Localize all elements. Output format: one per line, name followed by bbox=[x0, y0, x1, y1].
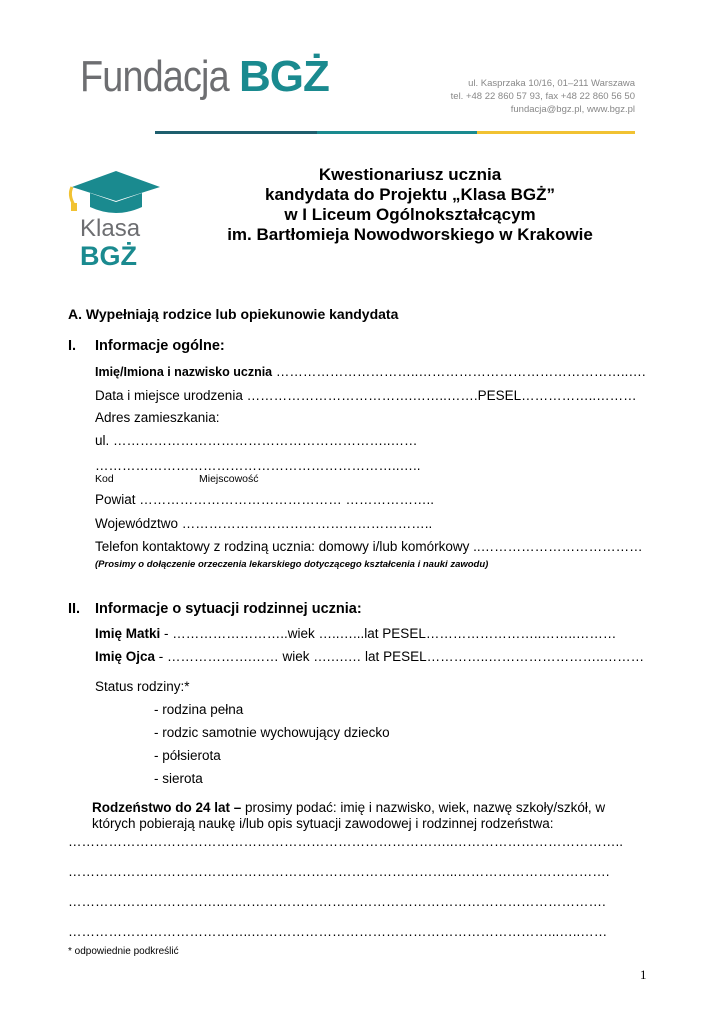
student-name-field[interactable]: …………………………..………………………………………..…. bbox=[275, 364, 646, 379]
section-1-heading: Informacje ogólne: bbox=[95, 338, 225, 354]
section-2-number: II. bbox=[68, 601, 81, 617]
postcode-city-field[interactable]: …………………………………………………………..….. bbox=[95, 458, 421, 473]
postcode-caption: Kod bbox=[95, 473, 114, 485]
phone-field[interactable]: Telefon kontaktowy z rodziną ucznia: domowy i/lub komórkowy ..……………………………… bbox=[95, 539, 643, 554]
siblings-prompt-line2: których pobierają naukę i/lub opis sytuacji zawodowej i rodzinnej rodzeństwa: bbox=[92, 816, 554, 831]
mother-row bbox=[95, 626, 616, 641]
header-rule-yellow bbox=[477, 131, 635, 134]
section-a-heading: A. Wypełniają rodzice lub opiekunowie kandydata bbox=[68, 306, 399, 322]
mother-field[interactable]: - ……………………..wiek …..…...lat PESEL……………………..……..……… bbox=[160, 626, 617, 641]
street-field[interactable]: ul. ……………………………………………………..…… bbox=[95, 433, 418, 448]
status-option-orphan[interactable]: - sierota bbox=[154, 771, 203, 786]
student-name-row bbox=[95, 364, 646, 379]
city-caption: Miejscowość bbox=[199, 473, 259, 485]
siblings-answer-line[interactable]: …………………………………..…………………………………………………………...…..…… bbox=[68, 924, 608, 939]
fundacja-bgz-logo bbox=[80, 52, 329, 102]
header-rule-teal bbox=[317, 131, 477, 134]
section-1-number: I. bbox=[68, 338, 77, 354]
siblings-answer-line[interactable]: …………………………………………………………………………..……………………………….. bbox=[68, 834, 624, 849]
father-field[interactable]: - ……………….…… wiek ….….… lat PESEL…………..……………………..……… bbox=[155, 649, 645, 664]
siblings-prompt-line1 bbox=[92, 800, 605, 815]
birth-pesel-field[interactable]: Data i miejsce urodzenia ……………………………….……..…….PESEL……………..……… bbox=[95, 388, 637, 403]
logo-word-fundacja: Fundacja bbox=[80, 52, 229, 101]
address-line: ul. Kasprzaka 10/16, 01–211 Warszawa bbox=[468, 78, 635, 89]
siblings-answer-line[interactable]: …………………………………………………………………………...……………………………. bbox=[68, 864, 610, 879]
family-status-label: Status rodziny:* bbox=[95, 679, 190, 694]
foundation-address bbox=[451, 77, 635, 116]
bgz-word: BGŻ bbox=[80, 241, 137, 271]
header-rule-dark bbox=[155, 131, 317, 134]
district-field[interactable]: Powiat ……………………………………… ……………….. bbox=[95, 492, 435, 507]
title-line: im. Bartłomieja Nowodworskiego w Krakowie bbox=[227, 225, 593, 244]
page-number: 1 bbox=[640, 967, 647, 982]
footnote: * odpowiednie podkreślić bbox=[68, 946, 179, 957]
document-title bbox=[170, 165, 650, 245]
klasa-word: Klasa bbox=[80, 215, 141, 242]
address-line: tel. +48 22 860 57 93, fax +48 22 860 56 50 bbox=[450, 91, 635, 102]
status-option-single-parent[interactable]: - rodzic samotnie wychowujący dziecko bbox=[154, 725, 390, 740]
section-2-heading: Informacje o sytuacji rodzinnej ucznia: bbox=[95, 601, 362, 617]
medical-note: (Prosimy o dołączenie orzeczenia lekarskiego dotyczącego kształcenia i nauki zawodu) bbox=[95, 559, 489, 570]
status-option-full-family[interactable]: - rodzina pełna bbox=[154, 702, 244, 717]
address-line: fundacja@bgz.pl, www.bgz.pl bbox=[510, 104, 635, 115]
klasa-bgz-logo bbox=[64, 165, 168, 275]
siblings-label: Rodzeństwo do 24 lat – bbox=[92, 800, 242, 815]
title-line: Kwestionariusz ucznia bbox=[318, 165, 502, 184]
status-option-half-orphan[interactable]: - półsierota bbox=[154, 748, 221, 763]
student-name-label: Imię/Imiona i nazwisko ucznia bbox=[95, 365, 273, 379]
father-row bbox=[95, 649, 644, 664]
father-label: Imię Ojca bbox=[95, 649, 156, 664]
mother-label: Imię Matki bbox=[95, 626, 161, 641]
title-line: kandydata do Projektu „Klasa BGŻ” bbox=[264, 185, 555, 204]
siblings-answer-line[interactable]: ……………………………..…………………………………………………………………………. bbox=[68, 894, 606, 909]
logo-word-bgz: BGŻ bbox=[239, 52, 329, 101]
siblings-prompt: prosimy podać: imię i nazwisko, wiek, nazwę szkoły/szkół, w bbox=[241, 800, 606, 815]
address-label: Adres zamieszkania: bbox=[95, 410, 220, 425]
title-line: w I Liceum Ogólnokształcącym bbox=[284, 205, 536, 224]
voivodeship-field[interactable]: Województwo ……………………………………………….. bbox=[95, 516, 433, 531]
